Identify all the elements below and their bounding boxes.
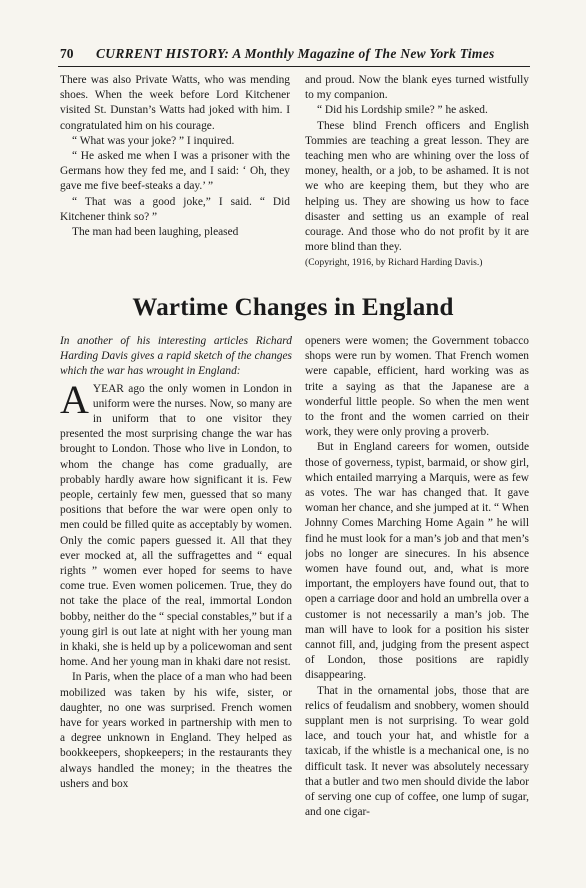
paragraph: openers were women; the Government tobacco shops were run by women. That French women were capable, efficient, hard working was as trite a saying as that the Japanese are a wonderful little people. So when the men went to the front and the women carried on their work, they were only proving a proverb. bbox=[305, 335, 529, 439]
lead-paragraph bbox=[60, 376, 292, 671]
copyright-note: (Copyright, 1916, by Richard Harding Davis.) bbox=[305, 257, 483, 269]
article-title: Wartime Changes in England bbox=[132, 294, 454, 321]
paragraph: The man had been laughing, pleased bbox=[72, 226, 239, 239]
page-header bbox=[60, 46, 528, 62]
article-right-column bbox=[305, 334, 529, 864]
top-left-column bbox=[60, 73, 290, 273]
paragraph: These blind French officers and English Tommies are teaching a great lesson. They are teaching men who are whining over the loss of money, health, or a job, to be ashamed. It is not we who are keeping them, but they who are helping us. They are showing us how to face disaster and setting us an example of real courage. And those who do not profit by it are more blind than they. bbox=[305, 119, 529, 254]
paragraph: “ He asked me when I was a prisoner with the Germans how they fed me, and I said: ‘ Oh, they gave me five beef-steaks a day.’ ” bbox=[60, 150, 290, 193]
header-rule bbox=[58, 66, 530, 67]
running-title: CURRENT HISTORY: A Monthly Magazine of The New York Times bbox=[96, 46, 495, 61]
paragraph: There was also Private Watts, who was mending shoes. When the week before Lord Kitchener visited St. Dunstan’s Watts had joked with him. I congratulated him on his courage. bbox=[60, 74, 290, 132]
article-intro: In another of his interesting articles Richard Harding Davis gives a rapid sketch of the changes which the war has wrought in England: bbox=[60, 335, 292, 378]
top-right-column bbox=[305, 73, 529, 273]
paragraph: “ That was a good joke,” I said. “ Did Kitchener think so? ” bbox=[60, 195, 290, 223]
drop-cap: A bbox=[60, 376, 89, 422]
paragraph: “ Did his Lordship smile? ” he asked. bbox=[317, 104, 488, 117]
article-left-column bbox=[60, 334, 292, 864]
paragraph: But in England careers for women, outside those of governess, typist, barmaid, or show girl, which entailed marrying a Marquis, were as few as votes. The war has changed that. It gave woman her chance, and she jumped at it. “ When Johnny Comes Marching Home Again ” he will find he must look for a man’s job and that men’s jobs no longer are sinecures. In his absence women have found out, and, what is more important, the employers have found out, that to open a carriage door and hold an umbrella over a customer is not necessarily a man’s job. The man will have to look for a position his sister cannot fill, and, judging from the present aspect of London, those positions are rapidly disappearing. bbox=[305, 441, 529, 682]
paragraph: and proud. Now the blank eyes turned wistfully to my companion. bbox=[305, 74, 529, 102]
paragraph: That in the ornamental jobs, those that are relics of feudalism and snobbery, women should supplant men is not surprising. To wear gold lace, and touch your hat, and whistle for a taxicab, if the whistle is a mechanical one, is no difficult task. It never was absolutely necessary that a butler and two men should divide the labor of serving one cup of coffee, one lump of sugar, and one cigar- bbox=[305, 684, 529, 819]
lead-text: YEAR ago the only women in London in uniform were the nurses. Now, so many are in uniform that to one visitor they presented the most surprising change the war has brought to London. Those who live in London, to whom the change has come gradually, are probably hardly aware how significant it is. Few people, certainly few men, guessed that so many positions that before the war were open only to men could be filled quite as acceptably by women. Only the comic papers guessed it. All that they ever mocked at, all the suffragettes and “ equal rights ” women ever hoped for seems to have come true. Even women policemen. True, they do not take the place of the real, immortal London bobby, neither do the “ special constables,” but if a young girl is out late at night with her young man in khaki, she is held up by a policewoman and sent home. And her young man in khaki dare not resist. bbox=[60, 382, 292, 669]
page-number: 70 bbox=[60, 46, 74, 61]
paragraph: “ What was your joke? ” I inquired. bbox=[72, 134, 235, 147]
paragraph: In Paris, when the place of a man who had been mobilized was taken by his wife, sister, or daughter, no one was surprised. French women have for years worked in partnership with men to a degree unknown in England. They helped as bookkeepers, shopkeepers; in the restaurants they always handled the money; in the theatres the ushers and box bbox=[60, 671, 292, 790]
